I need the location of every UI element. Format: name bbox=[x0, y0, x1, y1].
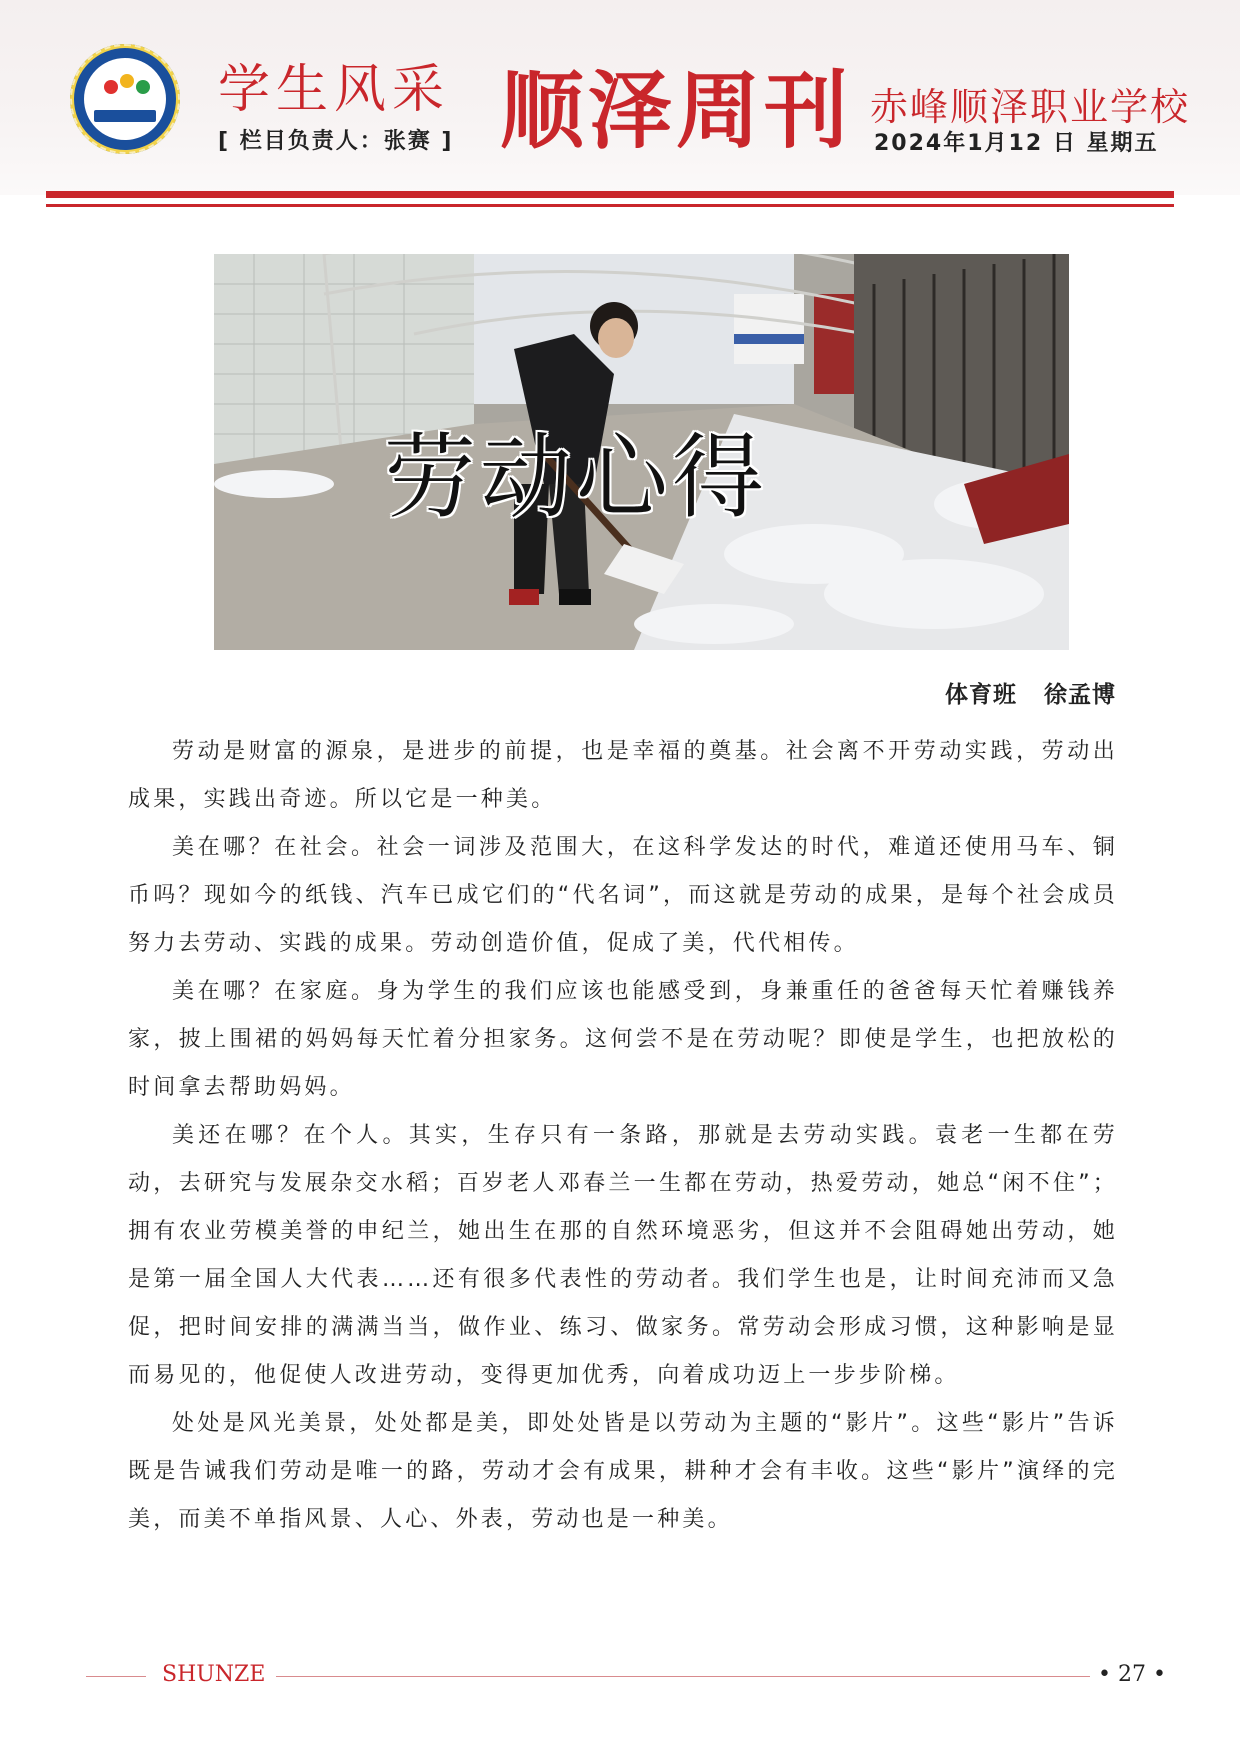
article-paragraph-3: 美在哪？在家庭。身为学生的我们应该也能感受到，身兼重任的爸爸每天忙着赚钱养家，披上围裙的妈妈每天忙着分担家务。这何尝不是在劳动呢？即使是学生，也把放松的时间拿去帮助妈妈。 bbox=[128, 979, 1118, 1100]
hero-title: 劳动心得 bbox=[384, 424, 769, 531]
footer-brand: SHUNZE bbox=[162, 1662, 266, 1687]
magazine-title: 顺泽周刊 bbox=[500, 61, 853, 160]
header-rule-thick bbox=[46, 191, 1174, 198]
footer-divider-right bbox=[276, 1676, 1090, 1677]
logo-figure-yellow bbox=[120, 74, 134, 88]
article-paragraph-5: 处处是风光美景，处处都是美，即处处皆是以劳动为主题的“影片”。这些“影片”告诉既是告诫我们劳动是唯一的路，劳动才会有成果，耕种才会有丰收。这些“影片”演绎的完美，而美不单指风景、人心、外表，劳动也是一种美。 bbox=[128, 1411, 1118, 1532]
logo-figure-green bbox=[136, 80, 150, 94]
article-byline: 体育班 徐孟博 bbox=[944, 682, 1116, 708]
column-editor: [ 栏目负责人：张赛 ] bbox=[218, 129, 454, 154]
logo-figure-red bbox=[104, 80, 118, 94]
page-number: • 27 • bbox=[1098, 1662, 1166, 1687]
logo-banner bbox=[94, 110, 156, 122]
hero-photo bbox=[214, 254, 1069, 650]
section-title: 学生风采 bbox=[218, 60, 451, 120]
article-body bbox=[128, 728, 1118, 1544]
article-paragraph-4: 美还在哪？在个人。其实，生存只有一条路，那就是去劳动实践。袁老一生都在劳动，去研究与发展杂交水稻；百岁老人邓春兰一生都在劳动，热爱劳动，她总“闲不住”；拥有农业劳模美誉的申纪兰，她出生在那的自然环境恶劣，但这并不会阻碍她出劳动，她是第一届全国人大代表……还有很多代表性的劳动者。我们学生也是，让时间充沛而又急促，把时间安排的满满当当，做作业、练习、做家务。常劳动会形成习惯，这种影响是显而易见的，他促使人改进劳动，变得更加优秀，向着成功迈上一步步阶梯。 bbox=[128, 1123, 1118, 1388]
school-logo bbox=[70, 44, 180, 154]
footer-divider-left bbox=[86, 1676, 146, 1677]
article-paragraph-2: 美在哪？在社会。社会一词涉及范围大，在这科学发达的时代，难道还使用马车、铜币吗？现如今的纸钱、汽车已成它们的“代名词”，而这就是劳动的成果，是每个社会成员努力去劳动、实践的成果。劳动创造价值，促成了美，代代相传。 bbox=[128, 835, 1118, 956]
article-paragraph-1: 劳动是财富的源泉，是进步的前提，也是幸福的奠基。社会离不开劳动实践，劳动出成果，实践出奇迹。所以它是一种美。 bbox=[128, 739, 1118, 812]
header-rule-thin bbox=[46, 204, 1174, 207]
logo-emblem bbox=[84, 58, 166, 140]
issue-date: 2024年1月12 日 星期五 bbox=[874, 131, 1159, 156]
school-name: 赤峰顺泽职业学校 bbox=[870, 85, 1191, 129]
